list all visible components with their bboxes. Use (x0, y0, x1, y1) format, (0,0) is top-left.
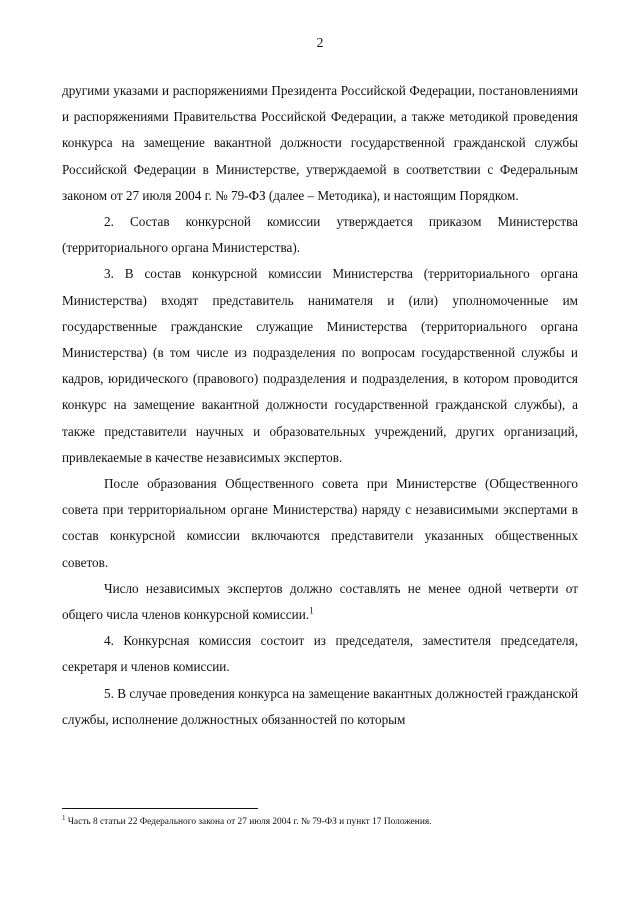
paragraph-with-footnote (62, 576, 578, 628)
footnote-separator-rule (62, 808, 258, 809)
paragraph: 3. В состав конкурсной комиссии Министерства (территориального органа Министерства) входят представитель нанимателя и (или) уполномоченные им государственные гражданские служащие Министерства (территориального органа Министерства) (в том числе из подразделения по вопросам государственной службы и кадров, юридического (правового) подразделения и подразделения, в котором проводится конкурс на замещение вакантной должности государственной гражданской службы), а также представители научных и образовательных учреждений, других организаций, привлекаемые в качестве независимых экспертов. (62, 266, 578, 465)
paragraph: 2. Состав конкурсной комиссии утверждается приказом Министерства (территориального органа Министерства). (62, 214, 578, 256)
paragraph: другими указами и распоряжениями Президента Российской Федерации, постановлениями и распоряжениями Правительства Российской Федерации, а также методикой проведения конкурса на замещение вакантной должности государственной гражданской службы Российской Федерации в Министерстве, утверждаемой в соответствии с Федеральным законом от 27 июля 2004 г. № 79-ФЗ (далее – Методика), и настоящим Порядком. (62, 83, 578, 203)
paragraph: После образования Общественного совета при Министерстве (Общественного совета при территориальном органе Министерства) наряду с независимыми экспертами в состав конкурсной комиссии включаются представители указанных общественных советов. (62, 476, 578, 570)
document-body (62, 78, 578, 733)
footnote-marker: 1 (62, 813, 66, 822)
page-number: 2 (316, 35, 324, 50)
paragraph: 4. Конкурсная комиссия состоит из председателя, заместителя председателя, секретаря и членов комиссии. (62, 633, 578, 675)
paragraph-text: Число независимых экспертов должно составлять не менее одной четверти от общего числа членов конкурсной комиссии. (62, 580, 578, 623)
paragraph: 5. В случае проведения конкурса на замещение вакантных должностей гражданской службы, исполнение должностных обязанностей по которым (62, 685, 578, 727)
footnote-text: Часть 8 статьи 22 Федерального закона от 27 июля 2004 г. № 79-ФЗ и пункт 17 Положения. (67, 817, 432, 827)
footnote-reference-marker: 1 (309, 605, 314, 616)
footnote-area (62, 808, 578, 829)
footnote (62, 813, 578, 829)
